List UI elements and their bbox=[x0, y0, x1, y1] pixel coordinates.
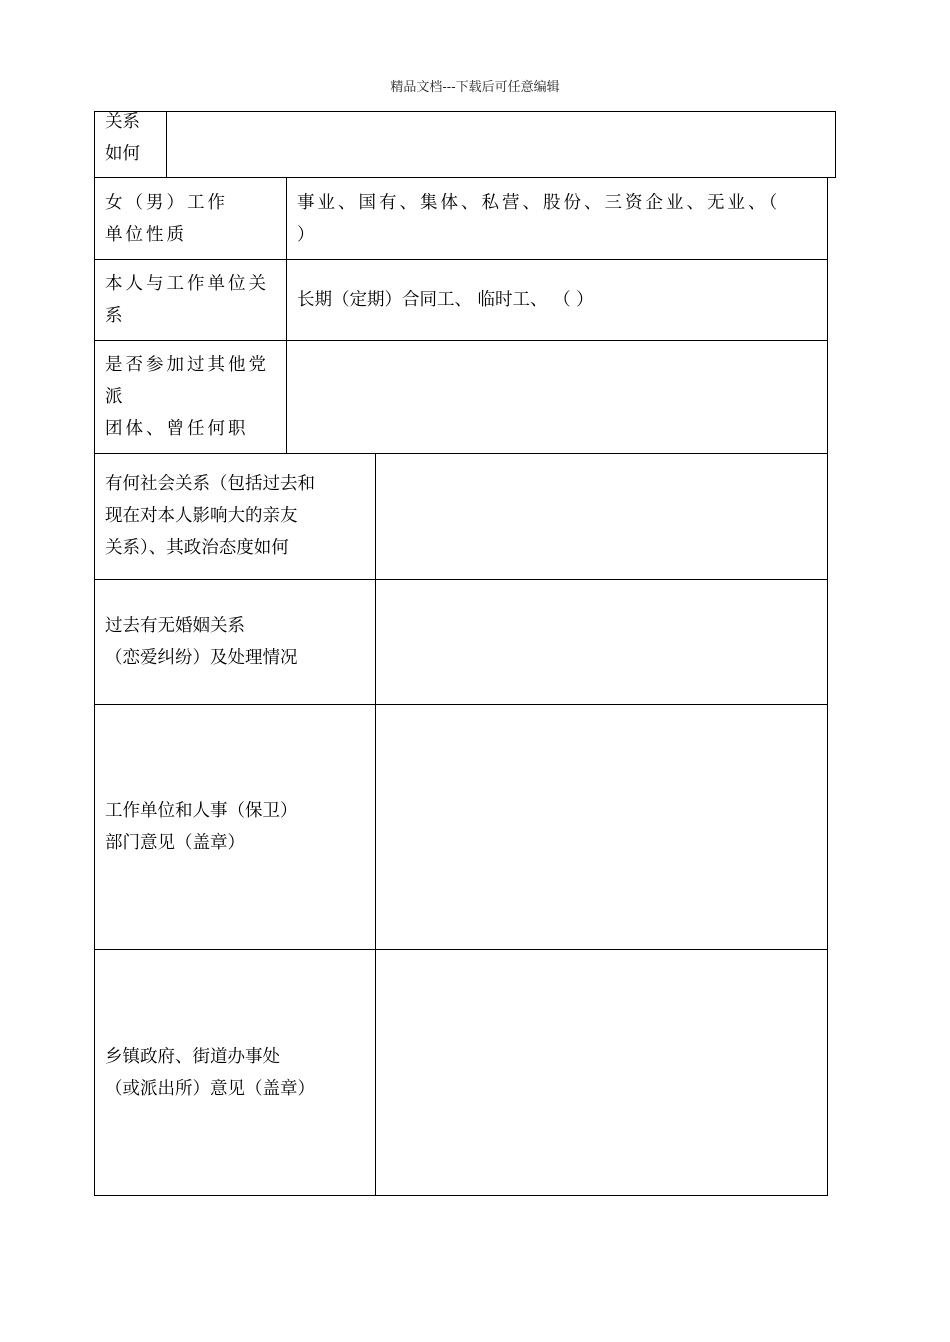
party-membership-value[interactable] bbox=[297, 350, 822, 445]
row-divider-6 bbox=[94, 949, 828, 950]
local-government-opinion-value[interactable] bbox=[385, 958, 820, 1188]
row-relations-label: 关系 如何 bbox=[105, 112, 140, 164]
row-divider-2 bbox=[94, 340, 828, 341]
employment-relation-value[interactable]: 长期（定期）合同工、 临时工、 （ ） bbox=[297, 290, 594, 310]
row-relations-divider bbox=[166, 111, 167, 178]
marriage-history-value[interactable] bbox=[385, 588, 820, 698]
employer-opinion-value[interactable] bbox=[385, 714, 820, 942]
work-unit-nature-label: 女（男）工作 单位性质 bbox=[105, 193, 228, 245]
page-header: 精品文档---下载后可任意编辑 bbox=[390, 80, 560, 95]
local-government-opinion-label: 乡镇政府、街道办事处 （或派出所）意见（盖章） bbox=[105, 1047, 315, 1099]
social-relations-value[interactable] bbox=[385, 462, 820, 572]
row-divider-1 bbox=[94, 259, 828, 260]
employment-relation-label: 本人与工作单位关 系 bbox=[105, 274, 269, 326]
row-divider-5 bbox=[94, 704, 828, 705]
lower-column-divider bbox=[375, 453, 376, 1196]
row-relations-value[interactable] bbox=[175, 118, 825, 168]
work-unit-nature-value[interactable]: 事业、国有、集体、私营、股份、三资企业、无业、（ ） bbox=[297, 193, 781, 245]
row-divider-4 bbox=[94, 579, 828, 580]
marriage-history-label: 过去有无婚姻关系 （恋爱纠纷）及处理情况 bbox=[105, 616, 298, 668]
employer-opinion-label: 工作单位和人事（保卫） 部门意见（盖章） bbox=[105, 801, 298, 853]
upper-column-divider bbox=[286, 177, 287, 454]
social-relations-label: 有何社会关系（包括过去和 现在对本人影响大的亲友 关系）、其政治态度如何 bbox=[105, 474, 315, 558]
party-membership-label: 是否参加过其他党 派 团体、曾任何职 bbox=[105, 355, 269, 439]
